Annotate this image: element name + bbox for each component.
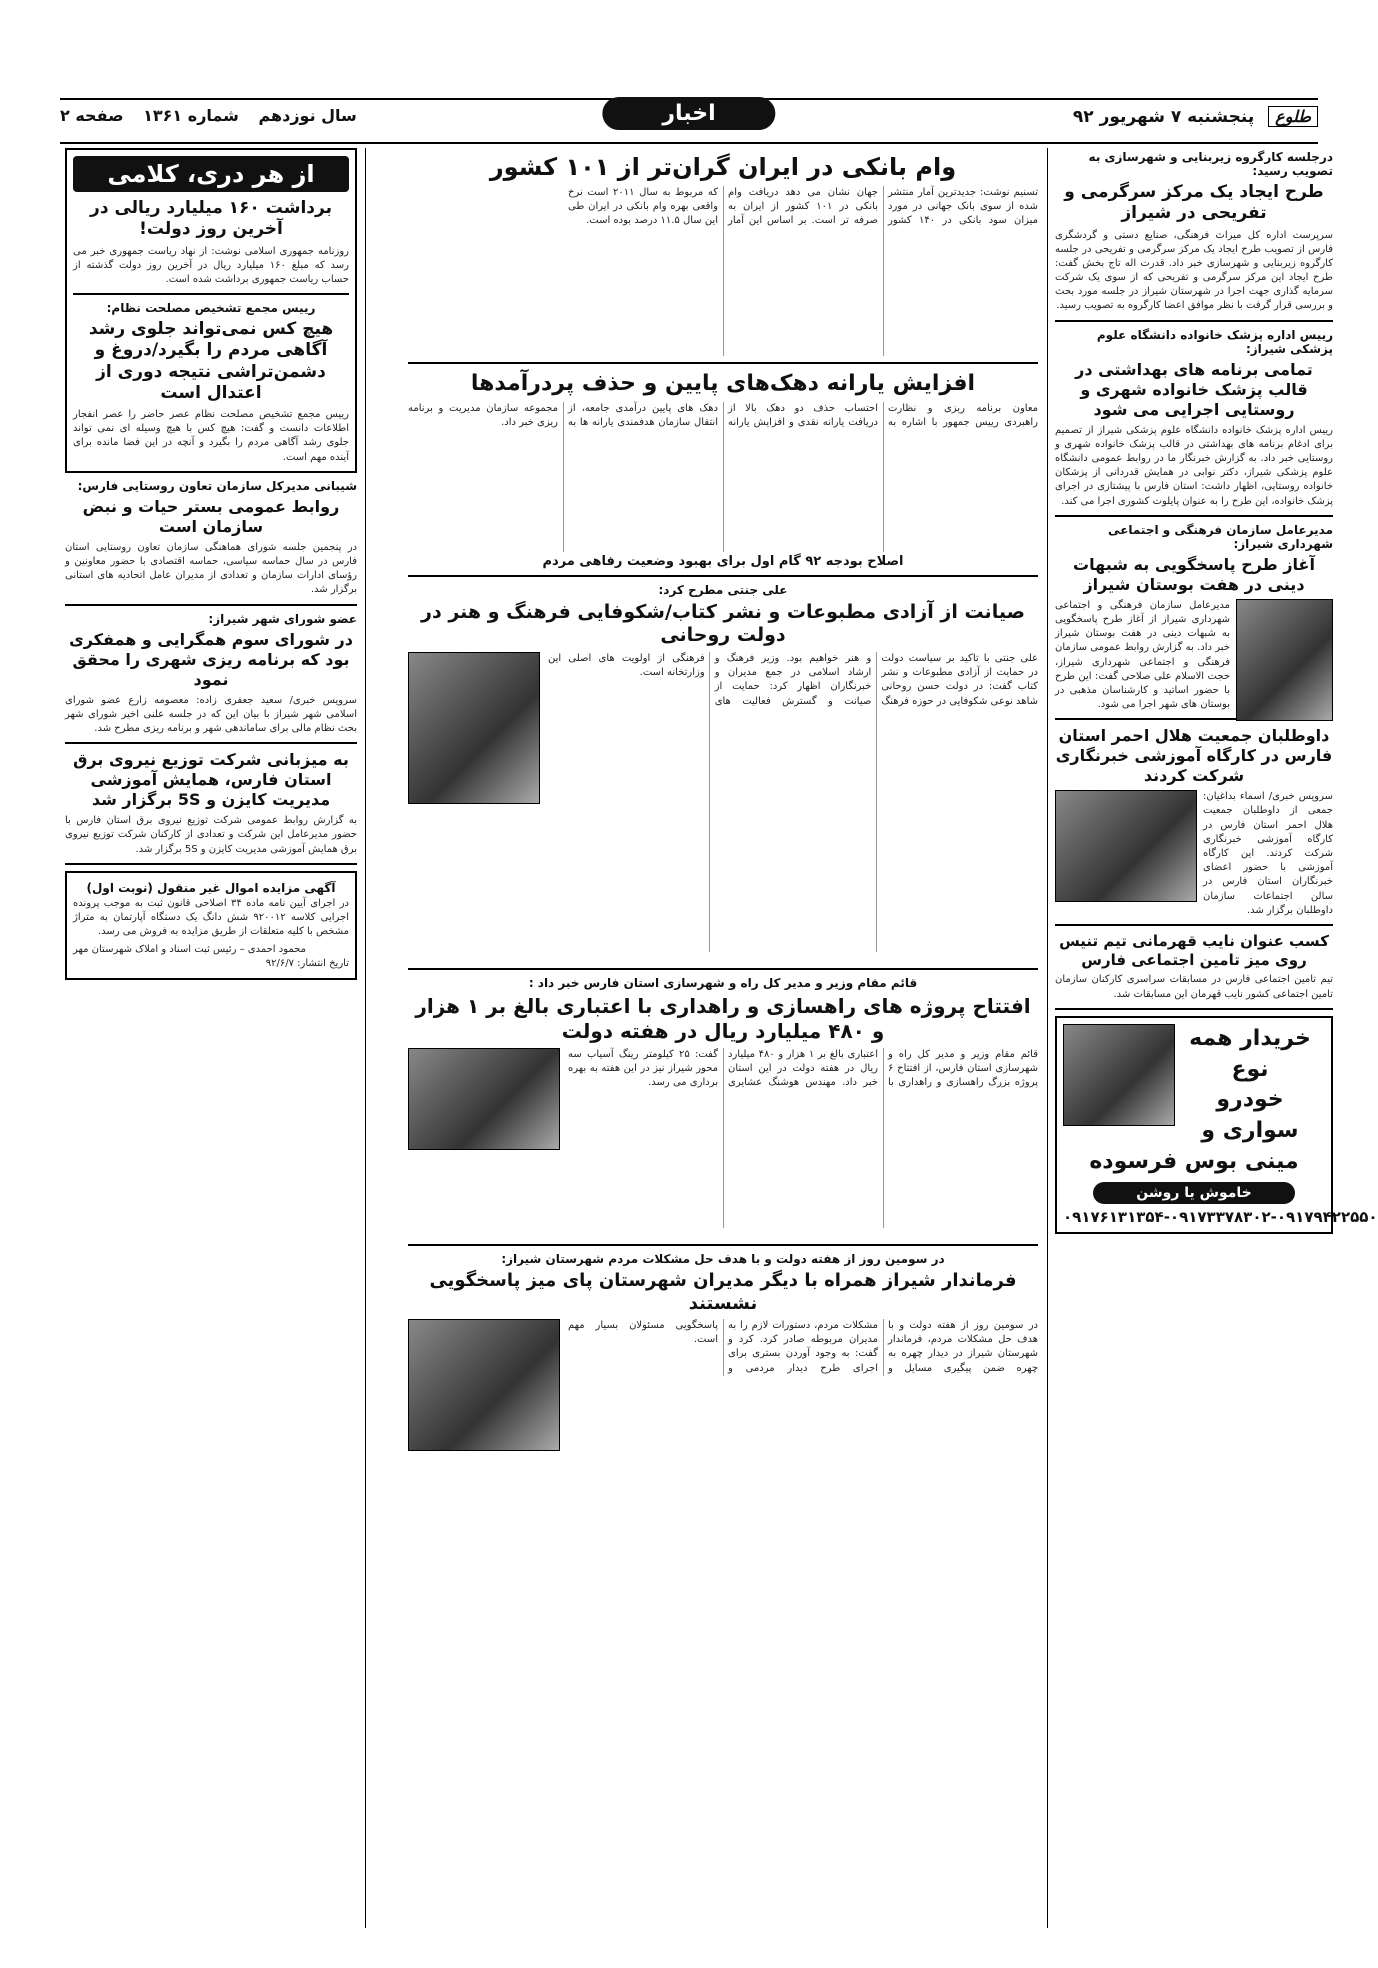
ad-line: خریدار همه نوع	[1189, 1025, 1311, 1082]
page-number: صفحه ۲	[60, 106, 124, 125]
notice-signature: محمود احمدی – رئیس ثبت اسناد و املاک شهرستان مهر	[73, 944, 306, 956]
notice-body: در اجرای آیین نامه ماده ۳۴ اصلاحی قانون ثبت به موجب پرونده اجرایی کلاسه ۹۲۰۰۱۲ شش دانگ یک دستگاه آپارتمان به متراژ مشخص با کلیه متعلقات از طریق مزایده به فروش می رسد.	[73, 897, 350, 938]
column-rule	[365, 148, 366, 1928]
divider	[73, 293, 349, 295]
article-kicker: شیبانی مدیرکل سازمان تعاون روستایی فارس:	[77, 478, 357, 493]
article-body: سرویس خبری/ اسماء بداغیان: جمعی از داوطلبان جمعیت هلال احمر استان فارس در کارگاه آموزشی خبرنگاری شرکت کردند. این کارگاه آموزشی با حضور اعضای خبرنگاران استان فارس در سالن اجتماعات سازمان داوطلبان برگزار شد.	[1203, 791, 1333, 916]
masthead-left	[60, 106, 371, 125]
volume-year: سال نوزدهم	[258, 106, 357, 125]
article-body: سرویس خبری/ سعید جعفری زاده: معصومه زارع عضو شورای اسلامی شهر شیراز با بیان این که در جلسه علنی اخیر شورای شهر بحث نظام مالی برای ساماندهی شهر و برنامه ریزی مطرح شد.	[65, 694, 357, 734]
article-kicker: در سومین روز از هفته دولت و با هدف حل مشکلات مردم شهرستان شیراز:	[501, 1252, 945, 1266]
divider	[65, 742, 357, 744]
article-kicker: علی جنتی مطرح کرد:	[658, 582, 788, 597]
article-title: به میزبانی شرکت توزیع نیروی برق استان فارس، همایش آموزشی مدیریت کایزن و 5S برگزار شد	[73, 750, 349, 810]
section-title: اخبار	[602, 97, 775, 130]
issue-date: پنجشنبه ۷ شهریور ۹۲	[1072, 107, 1255, 127]
box-banner: از هر دری، کلامی	[73, 156, 349, 192]
paper-logo: طلوع	[1268, 106, 1318, 127]
masthead-right	[1073, 106, 1318, 127]
minister-photo	[408, 652, 540, 804]
issue-number: شماره ۱۳۶۱	[143, 106, 239, 125]
center-column	[408, 148, 1038, 1928]
divider	[408, 575, 1038, 577]
article-body: تیم تامین اجتماعی فارس در مسابقات سراسری کارکنان سازمان تامین اجتماعی کشور نایب قهرمان این مسابقات شد.	[1055, 974, 1333, 1000]
old-cars-photo	[1063, 1024, 1175, 1126]
article-title: روابط عمومی بستر حیات و نبض سازمان است	[82, 496, 340, 536]
article-body: معاون برنامه ریزی و نظارت راهبردی رییس جمهور با اشاره به احتساب حذف دو دهک بالا از دریافت یارانه نقدی و افزایش یارانه دهک های پایین درآمدی جامعه، از انتقال سازمان هدفمندی یارانه ها به مجموعه سازمان مدیریت و برنامه ریزی خبر داد.	[408, 402, 1038, 428]
article-title: کسب عنوان نایب قهرمانی تیم تنیس روی میز تامین اجتماعی فارس	[1059, 931, 1329, 969]
article-title: وام بانکی در ایران گران‌تر از ۱۰۱ کشور	[489, 153, 957, 181]
article-title: داوطلبان جمعیت هلال احمر استان فارس در کارگاه آموزشی خبرنگاری شرکت کردند	[1055, 726, 1333, 786]
divider	[1055, 924, 1333, 926]
ad-phone: ۰۹۱۷۶۱۳۱۳۵۴-۰۹۱۷۳۳۷۸۳۰۲-۰۹۱۷۹۴۲۲۵۵۰	[1063, 1207, 1378, 1226]
article-title: در شورای سوم همگرایی و همفکری بود که برنامه ریزی شهری را محقق نمود	[69, 629, 353, 689]
divider	[1055, 1008, 1333, 1010]
divider	[1055, 320, 1333, 322]
article-title: افتتاح پروژه های راهسازی و راهداری با اعتباری بالغ بر ۱ هزار و ۴۸۰ میلیارد ریال در هفته دولت	[415, 994, 1031, 1043]
article-body: در سومین روز از هفته دولت و با هدف حل مشکلات مردم، فرماندار شهرستان شیراز در دیدار چهره به چهره ضمن پیگیری مسایل و مشکلات مردم، دستورات لازم را به مدیران مربوطه صادر کرد. کرد و گفت: به وجود آوردن بستری برای اجرای طرح دیدار مردمی و پاسخگویی مسئولان بسیار مهم است.	[568, 1320, 1038, 1374]
workshop-photo	[1055, 790, 1197, 902]
column-rule	[1047, 148, 1048, 1928]
divider	[408, 968, 1038, 970]
article-title: طرح ایجاد یک مرکز سرگرمی و تفریحی در شیراز	[1064, 182, 1324, 224]
article-body: تسنیم نوشت: جدیدترین آمار منتشر شده از سوی بانک جهانی در مورد میزان سود بانکی در ۱۴۰ کشور جهان نشان می دهد دریافت وام بانکی در ۱۰۱ کشور از ایران به صرفه تر است. بر اساس این آمار که مربوط به سال ۲۰۱۱ است نرخ واقعی بهره وام بانکی در ایران طی این سال ۱۱.۵ درصد بوده است.	[568, 187, 1038, 227]
article-body: سرپرست اداره کل میراث فرهنگی، صنایع دستی و گردشگری فارس از تصویب طرح ایجاد یک مرکز سرگرمی و تفریحی در جلسه کارگروه زیربنایی و شهرسازی خبر داد. قدرت اله تاج بخش گفت: طرح ایجاد این مرکز سرگرمی و تفریحی که از سوی یک شرکت سرمایه گذاری جهت اجرا در شهرستان شیراز در جلسه مورد بحث و بررسی قرار گرفت با نظر موافق اعضا کارگروه به تصویب رسید.	[1055, 229, 1333, 312]
article-body: رییس اداره پزشک خانواده دانشگاه علوم پزشکی شیراز از تصمیم برای ادغام برنامه های بهداشتی در قالب پزشک خانواده شهری و روستایی خبر داد. به گزارش خبرنگار ما در روابط عمومی دانشگاه علوم پزشکی شیراز، دکتر نوابی در همایش قدردانی از پزشکان خانواده روستایی، اظهار داشت: استان فارس با پیشتازی در اجرای پزشک خانواده، این طرح را به عنوان پایلوت کشوری اجرا می کند.	[1055, 424, 1333, 507]
article-kicker: رییس مجمع تشخیص مصلحت نظام:	[106, 301, 316, 316]
ad-pill: خاموش یا روشن	[1093, 1182, 1295, 1204]
notice-title: آگهی مزایده اموال غیر منقول (نوبت اول)	[86, 880, 336, 895]
divider	[1055, 515, 1333, 517]
article-body: رییس مجمع تشخیص مصلحت نظام عصر حاضر را عصر انفجار اطلاعات دانست و گفت: هیچ کس با هیچ وسیله ای نمی تواند جلوی رشد آگاهی مردم را بگیرد و آنچه در این فضا مانده برای آینده مهم است.	[73, 409, 349, 463]
left-column	[65, 148, 357, 1928]
official-photo	[408, 1048, 560, 1150]
divider	[408, 1244, 1038, 1246]
article-title: صیانت از آزادی مطبوعات و نشر کتاب/شکوفایی فرهنگ و هنر در دولت روحانی	[421, 600, 1025, 647]
cleric-photo	[1236, 599, 1333, 721]
article-title: هیچ کس نمی‌تواند جلوی رشد آگاهی مردم را بگیرد/دروغ و دشمن‌تراشی نتیجه دوری از اعتدال است	[88, 319, 334, 403]
ad-line: خودرو سواری و	[1201, 1087, 1299, 1144]
right-column	[1055, 148, 1378, 1928]
notice-date: تاریخ انتشار: ۹۲/۶/۷	[265, 958, 349, 970]
ad-line: مینی بوس فرسوده	[1089, 1149, 1299, 1174]
masthead	[60, 98, 1318, 144]
article-body: در پنجمین جلسه شورای هماهنگی سازمان تعاون روستایی استان فارس در سال حماسه سیاسی، حماسه اقتصادی با حضور معاونین و رؤسای ادارات سازمان و تعدادی از مدیران عامل اتحادیه های استانی برگزار شد.	[65, 541, 357, 596]
legal-notice	[65, 871, 357, 980]
article-body: مدیرعامل سازمان فرهنگی و اجتماعی شهرداری شیراز از آغاز طرح پاسخگویی به شبهات دینی در هفت بوستان شیراز خبر داد. به گزارش روابط عمومی سازمان فرهنگی و اجتماعی شهرداری شیراز، حجت الاسلام علی صلاحی گفت: این طرح با حضور اساتید و کارشناسان مذهبی در بوستان های شهر اجرا می شود.	[1055, 599, 1230, 711]
article-kicker: درجلسه کارگروه زیربنایی و شهرسازی به تصویب رسید:	[1088, 150, 1333, 178]
article-body: قائم مقام وزیر و مدیر کل راه و شهرسازی استان فارس، از افتتاح ۶ پروژه بزرگ راهسازی و راهداری با اعتباری بالغ بر ۱ هزار و ۴۸۰ میلیارد ریال در هفته دولت در این استان خبر داد. مهندس هوشنگ عشایری گفت: ۲۵ کیلومتر رینگ آسیاب سه محور شیراز نیز در این هفته به بهره برداری می رسد.	[568, 1049, 1038, 1089]
article-body: به گزارش روابط عمومی شرکت توزیع نیروی برق استان فارس با حضور مدیرعامل این شرکت و تعدادی از کارکنان شرکت توزیع نیروی برق همایش آموزشی مدیریت کایزن و 5S برگزار شد.	[65, 815, 357, 855]
article-kicker: عضو شورای شهر شیراز:	[208, 611, 357, 626]
classified-ad	[1055, 1016, 1378, 1234]
article-title: فرماندار شیراز همراه با دیگر مدیران شهرستان پای میز پاسخگویی نشستند	[429, 1270, 1017, 1314]
article-kicker: قائم مقام وزیر و مدیر کل راه و شهرسازی استان فارس خبر داد :	[528, 976, 918, 990]
divider	[65, 604, 357, 606]
article-title: افزایش یارانه دهک‌های پایین و حذف پردرآمدها	[470, 371, 976, 396]
divider	[408, 362, 1038, 364]
article-title: آغاز طرح پاسخگویی به شبهات دینی در هفت بوستان شیراز	[1073, 554, 1315, 594]
article-title: تمامی برنامه های بهداشتی در قالب پزشک خانواده شهری و روستایی اجرایی می شود	[1075, 359, 1313, 419]
article-kicker: رییس اداره پزشک خانواده دانشگاه علوم پزشکی شیراز:	[1096, 327, 1333, 356]
article-body: علی جنتی با تاکید بر سیاست دولت در حمایت از آزادی مطبوعات و نشر کتاب گفت: در دولت حسن روحانی شاهد نوعی شکوفایی در حوزه فرهنگ و هنر خواهیم بود. وزیر فرهنگ و ارشاد اسلامی در جمع مدیران و خبرنگاران اظهار کرد: حمایت از صیانت و گسترش فعالیت های فرهنگی از اولویت های اصلی این وزارتخانه است.	[548, 653, 1038, 707]
article-subtitle: اصلاح بودجه ۹۲ گام اول برای بهبود وضعیت رفاهی مردم	[542, 553, 904, 569]
article-body: روزنامه جمهوری اسلامی نوشت: از نهاد ریاست جمهوری خبر می رسد که مبلغ ۱۶۰ میلیارد ریال در آخرین روز دولت گذشته از حساب ریاست جمهوری برداشت شده است.	[73, 245, 349, 285]
meeting-photo	[408, 1319, 560, 1451]
article-kicker: مدیرعامل سازمان فرهنگی و اجتماعی شهرداری شیراز:	[1108, 522, 1333, 551]
highlights-box	[65, 148, 357, 473]
article-title: برداشت ۱۶۰ میلیارد ریالی در آخرین روز دولت!	[90, 198, 332, 240]
divider	[65, 863, 357, 865]
